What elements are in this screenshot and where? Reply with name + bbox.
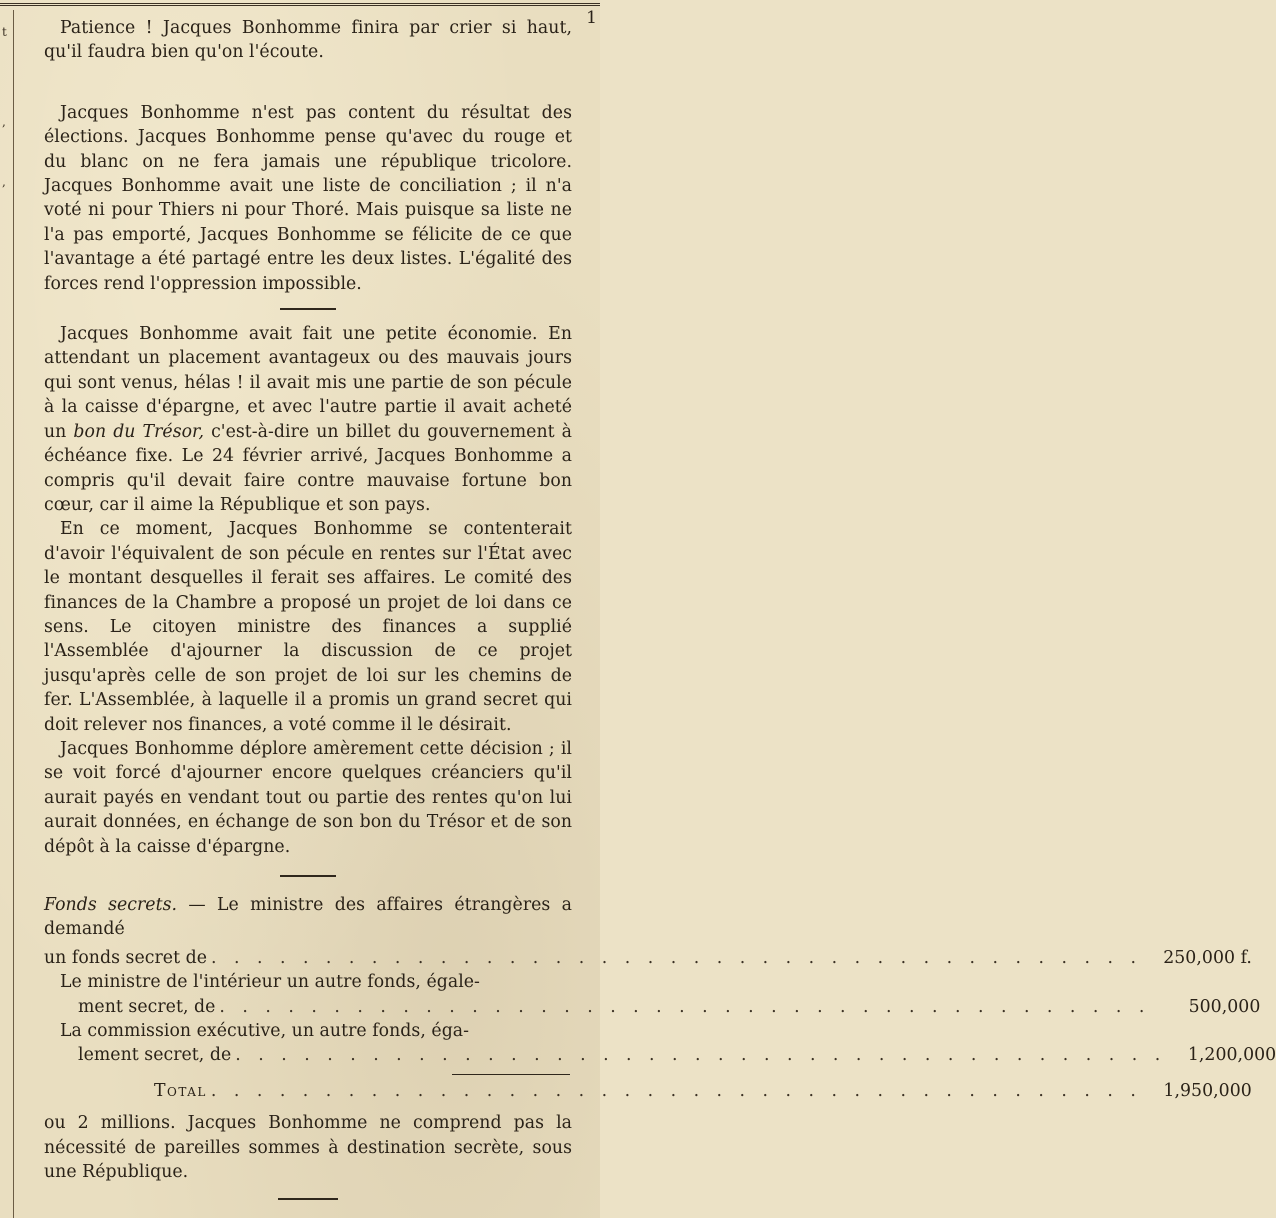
section-separator — [278, 1198, 338, 1200]
leader-dots: . . . . . . . . . . . . . . . . . . . . . . . . . . . . . . . . . . . . . . . . . — [211, 947, 1142, 968]
total-rule — [452, 1074, 570, 1075]
fonds-intro: — Le ministre des affaires étrangères a demandé — [44, 895, 572, 940]
gutter-mark: t — [2, 25, 7, 39]
ledger-row — [44, 995, 1261, 1019]
column-gutter-rule — [13, 10, 14, 1218]
ledger-label: ment secret, de — [78, 996, 216, 1017]
paragraph-text: c'est-à-dire un billet du gouvernement à échéance fixe. Le 24 février arrivé, Jacques Bonhomme a compris qu'il devait faire contre mauvaise fortune bon cœur, car il aime la République et son pays. — [44, 421, 573, 515]
ledger-label: La commission exécutive, un autre fonds, éga- — [60, 1020, 470, 1041]
ledger-row — [44, 970, 572, 994]
paragraph-economie — [44, 322, 572, 517]
ledger-row — [44, 946, 1252, 970]
section-separator — [280, 875, 336, 877]
paragraph-rentes: En ce moment, Jacques Bonhomme se contenterait d'avoir l'équivalent de son pécule en rentes sur l'État avec le montant desquelles il ferait ses affaires. Le comité des finances de la Chambre a proposé un projet de loi dans ce sens. Le citoyen ministre des finances a supplié l'Assemblée d'ajourner la discussion de ce projet jusqu'après celle de son projet de loi sur les chemins de fer. L'Assemblée, à laquelle il a promis un grand secret qui doit relever nos finances, a voté comme il le désirait. — [44, 519, 572, 735]
ledger-row — [44, 1043, 1276, 1067]
fonds-ledger — [44, 946, 1276, 1103]
paragraph-text: Jacques Bonhomme avait fait une petite économie. En attendant un placement avantageux ou des mauvais jours qui sont venus, hélas ! il avait mis une partie de son pécule à la caisse d'épargne, et avec l'autre partie il avait acheté un — [44, 324, 572, 442]
section-separator — [280, 308, 336, 310]
ledger-amount: 250,000 f. — [1163, 947, 1252, 968]
ledger-label: lement secret, de — [78, 1045, 232, 1066]
gutter-mark: , — [2, 175, 6, 189]
paragraph-decision: Jacques Bonhomme déplore amèrement cette décision ; il se voit forcé d'ajourner encore quelques créanciers qu'il aurait payés en vendant tout ou partie des rentes qu'on lui aurait données, en échange de son bon du Trésor et de son dépôt à la caisse d'épargne. — [44, 738, 572, 857]
paragraph-closing: ou 2 millions. Jacques Bonhomme ne comprend pas la nécessité de pareilles sommes à destination secrète, sous une République. — [44, 1113, 572, 1182]
ledger-amount: 1,200,000 — [1187, 1045, 1276, 1066]
paragraph-elections: Jacques Bonhomme n'est pas content du résultat des élections. Jacques Bonhomme pense qu'avec du rouge et du blanc on ne fera jamais une république tricolore. Jacques Bonhomme avait une liste de conciliation ; il n'a voté ni pour Thiers ni pour Thoré. Mais puisque sa liste ne l'a pas emporté, Jacques Bonhomme se félicite de ce que l'avantage a été partagé entre les deux listes. L'égalité des forces rend l'oppression impossible. — [44, 102, 572, 294]
spacer — [44, 65, 572, 101]
ledger-amount: 500,000 — [1188, 996, 1261, 1017]
ledger-row — [44, 1019, 572, 1043]
top-double-rule — [0, 3, 600, 6]
leader-dots: . . . . . . . . . . . . . . . . . . . . . . . . . . . . . . . . . . . . . . . . . — [219, 996, 1151, 1017]
ledger-label: Le ministre de l'intérieur un autre fonds, égale- — [60, 972, 480, 993]
gutter-mark: , — [2, 115, 6, 129]
total-amount: 1,950,000 — [1163, 1080, 1252, 1101]
fonds-secrets-heading — [44, 893, 572, 942]
paragraph-patience: Patience ! Jacques Bonhomme finira par crier si haut, qu'il faudra bien qu'on l'écoute. — [44, 18, 572, 63]
ledger-label: un fonds secret de — [44, 947, 207, 968]
leader-dots: . . . . . . . . . . . . . . . . . . . . . . . . . . . . . . . . . . . . . . . . . — [235, 1045, 1167, 1066]
page-number: 1 — [586, 8, 597, 28]
fonds-title: Fonds secrets. — [44, 895, 178, 915]
total-label: Total — [154, 1080, 207, 1101]
italic-phrase: bon du Trésor, — [73, 421, 205, 442]
article-column — [44, 16, 1276, 1200]
leader-dots: . . . . . . . . . . . . . . . . . . . . . . . . . . . . . . . . . . . . . . . . . — [210, 1080, 1142, 1101]
ledger-total-row — [44, 1079, 1252, 1103]
